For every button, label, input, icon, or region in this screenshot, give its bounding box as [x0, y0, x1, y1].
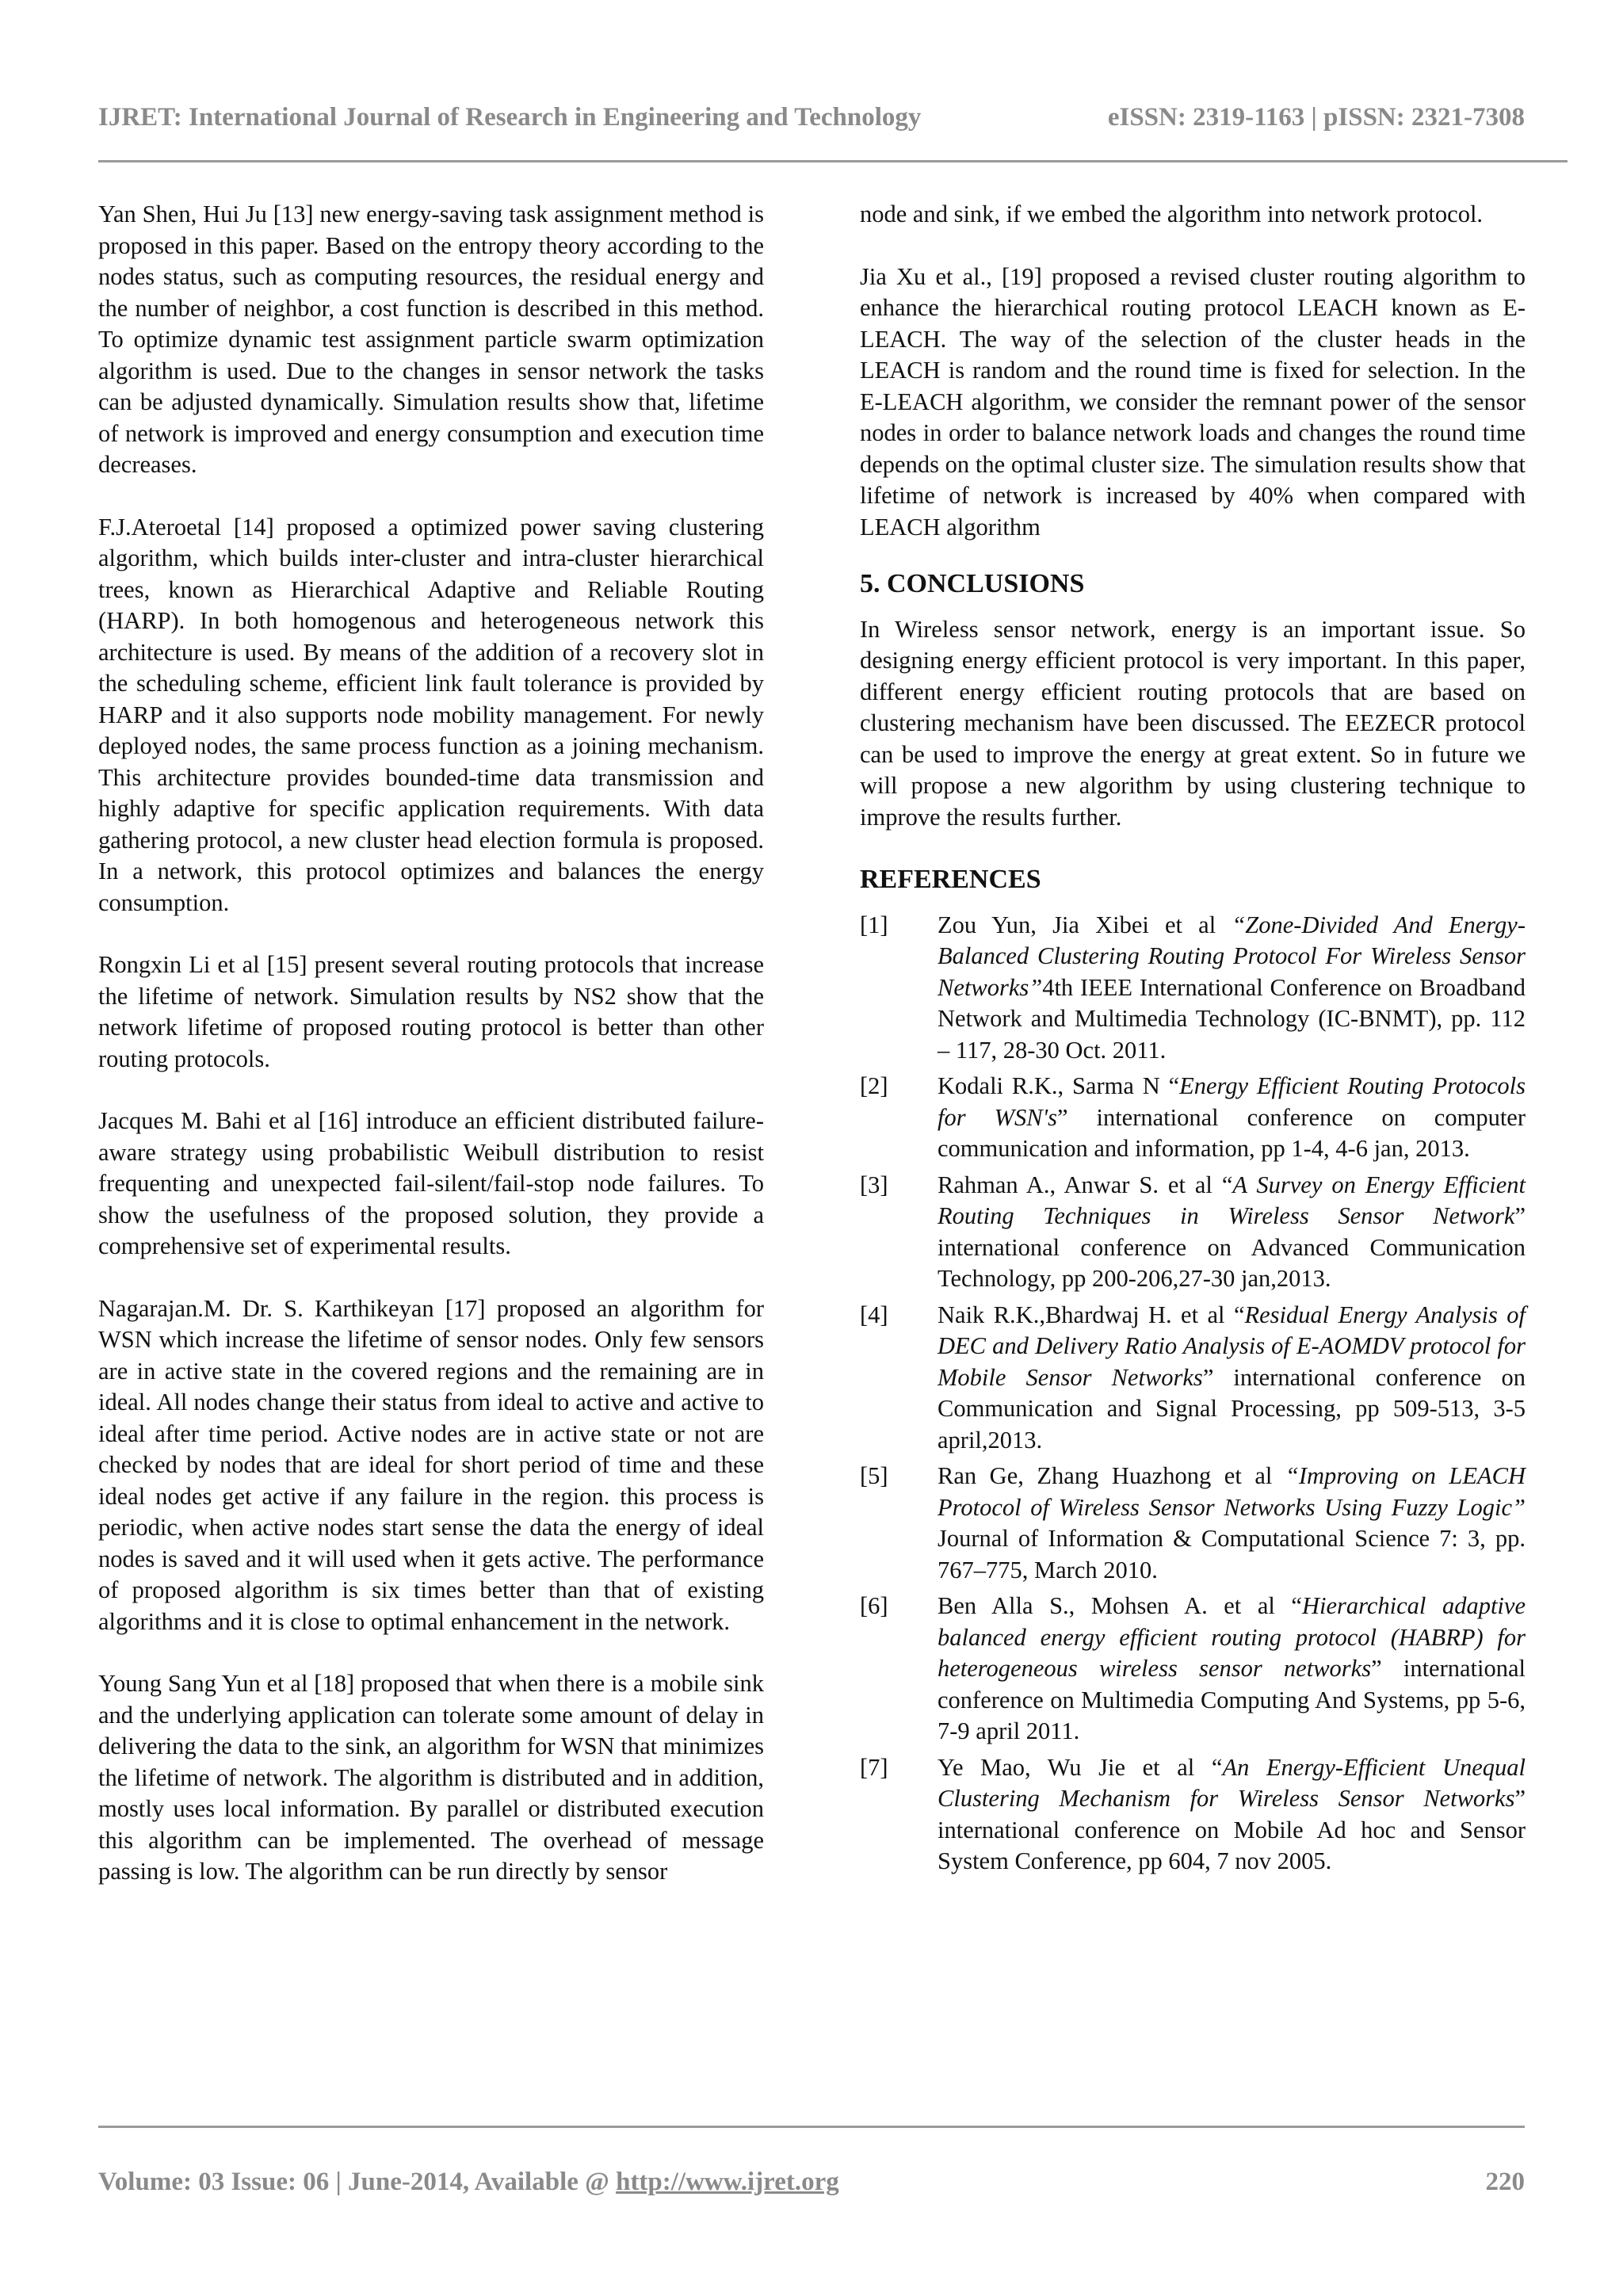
reference-details: ” international conference on Advanced Communication Technology, pp 200-206,27-30 jan,2013. — [938, 1202, 1526, 1292]
page-number: 220 — [1485, 2167, 1525, 2196]
reference-item — [860, 1752, 1526, 1878]
reference-authors: Kodali R.K., Sarma N “ — [938, 1072, 1180, 1099]
reference-title: Energy Efficient Routing Protocols for WSN's — [938, 1072, 1526, 1131]
reference-text — [938, 1461, 1526, 1586]
paragraph-ref-13: Yan Shen, Hui Ju [13] new energy-saving task assignment method is proposed in this paper. Based on the entropy theory according to the nodes status, such as computing resources, the residual energy and the number of neighbor, a cost function is described in this method. To optimize dynamic test assignment particle swarm optimization algorithm is used. Due to the changes in sensor network the tasks can be adjusted dynamically. Simulation results show that, lifetime of network is improved and energy consumption and execution time decreases. — [98, 201, 764, 478]
reference-number: [7] — [860, 1753, 888, 1781]
reference-authors: Rahman A., Anwar S. et al “ — [938, 1171, 1233, 1198]
reference-item — [860, 1170, 1526, 1295]
reference-text — [938, 1071, 1526, 1165]
journal-link[interactable]: http://www.ijret.org — [616, 2167, 839, 2196]
reference-item — [860, 1461, 1526, 1586]
volume-text: Volume: 03 Issue: 06 | June-2014, Available @ — [98, 2167, 617, 2196]
reference-details: ” international conference on Multimedia Computing And Systems, pp 5-6, 7-9 april 2011. — [938, 1655, 1526, 1744]
reference-title: Hierarchical adaptive balanced energy efficient routing protocol (HABRP) for heterogeneous wireless sensor networks — [938, 1592, 1526, 1682]
reference-details: 4th IEEE International Conference on Broadband Network and Multimedia Technology (IC-BNMT), pp. 112 – 117, 28-30 Oct. 2011. — [938, 973, 1526, 1064]
paragraph-ref-16: Jacques M. Bahi et al [16] introduce an efficient distributed failure-aware strategy using probabilistic Weibull distribution to resist frequenting and unexpected fail-silent/fail-stop node failures. To show the usefulness of the proposed solution, they provide a comprehensive set of experimental results. — [98, 1107, 764, 1259]
footer-divider — [98, 2126, 1525, 2128]
reference-authors: Zou Yun, Jia Xibei et al — [938, 911, 1232, 938]
paragraph-continuation: node and sink, if we embed the algorithm into network protocol. — [860, 201, 1484, 227]
reference-number: [6] — [860, 1592, 888, 1619]
reference-number: [3] — [860, 1171, 888, 1198]
reference-title: An Energy-Efficient Unequal Clustering Mechanism for Wireless Sensor Networks — [938, 1753, 1526, 1812]
reference-text — [938, 910, 1526, 1067]
reference-authors: Ye Mao, Wu Jie et al “ — [938, 1753, 1223, 1781]
reference-details: ” international conference on Communication and Signal Processing, pp 509-513, 3-5 april,2013. — [938, 1363, 1526, 1454]
conclusions-heading: 5. CONCLUSIONS — [860, 569, 1085, 598]
conclusions-text: In Wireless sensor network, energy is an important issue. So designing energy efficient protocol is very important. In this paper, different energy efficient routing protocols that are based on clustering mechanism have been discussed. The EEZECR protocol can be used to improve the energy at great extent. So in future we will propose a new algorithm by using clustering technique to improve the results further. — [860, 615, 1526, 831]
reference-item — [860, 1071, 1526, 1165]
reference-text — [938, 1170, 1526, 1295]
reference-authors: Naik R.K.,Bhardwaj H. et al “ — [938, 1301, 1245, 1328]
reference-number: [2] — [860, 1072, 888, 1099]
reference-details: ” international conference on computer communication and information, pp 1-4, 4-6 jan, 2013. — [938, 1103, 1526, 1162]
paragraph-ref-19: Jia Xu et al., [19] proposed a revised cluster routing algorithm to enhance the hierarchical routing protocol LEACH known as E-LEACH. The way of the selection of the cluster heads in the LEACH is random and the round time is fixed for selection. In the E-LEACH algorithm, we consider the remnant power of the sensor nodes in order to balance network loads and changes the round time depends on the optimal cluster size. The simulation results show that lifetime of network is increased by 40% when compared with LEACH algorithm — [860, 262, 1526, 541]
volume-info — [98, 2168, 839, 2197]
running-footer — [98, 2162, 1525, 2202]
reference-list — [860, 910, 1526, 1878]
reference-text — [938, 1752, 1526, 1878]
reference-item — [860, 1300, 1526, 1457]
reference-item — [860, 910, 1526, 1067]
reference-number: [4] — [860, 1301, 888, 1328]
reference-authors: Ran Ge, Zhang Huazhong et al — [938, 1462, 1285, 1489]
left-column — [98, 199, 764, 1919]
paragraph-ref-17: Nagarajan.M. Dr. S. Karthikeyan [17] proposed an algorithm for WSN which increase the lifetime of sensor nodes. Only few sensors are in active state in the covered regions and the remaining are in ideal. All nodes change their status from ideal to active and active to ideal after time period. Active nodes are in active state or not are checked by nodes that are ideal for short period of time and these ideal nodes get active if any failure in the region. this process is periodic, when active nodes start sense the data the energy of ideal nodes is saved and it will used when it gets active. The performance of proposed algorithm is six times better than that of existing algorithms and it is close to optimal enhancement in the network. — [98, 1294, 764, 1635]
reference-title: Residual Energy Analysis of DEC and Delivery Ratio Analysis of E-AOMDV protocol for Mobile Sensor Networks — [938, 1301, 1526, 1391]
reference-text — [938, 1591, 1526, 1748]
reference-title: “Improving on LEACH Protocol of Wireless Sensor Networks Using Fuzzy Logic” — [938, 1462, 1526, 1521]
reference-title: A Survey on Energy Efficient Routing Techniques in Wireless Sensor Network — [938, 1171, 1526, 1229]
right-column — [860, 199, 1526, 1882]
header-divider — [98, 160, 1568, 162]
reference-number: [1] — [860, 911, 888, 938]
reference-title: “Zone-Divided And Energy-Balanced Clustering Routing Protocol For Wireless Sensor Networks” — [938, 911, 1526, 1001]
reference-details: ” international conference on Mobile Ad hoc and Sensor System Conference, pp 604, 7 nov 2005. — [938, 1785, 1526, 1874]
paragraph-ref-14: F.J.Ateroetal [14] proposed a optimized power saving clustering algorithm, which builds inter-cluster and intra-cluster hierarchical trees, known as Hierarchical Adaptive and Reliable Routing (HARP). In both homogenous and heterogeneous network this architecture is used. By means of the addition of a recovery slot in the scheduling scheme, efficient link fault tolerance is provided by HARP and it also supports node mobility management. For newly deployed nodes, the same process function as a joining mechanism. This architecture provides bounded-time data transmission and highly adaptive for specific application requirements. With data gathering protocol, a new cluster head election formula is proposed. In a network, this protocol optimizes and balances the energy consumption. — [98, 513, 764, 916]
reference-item — [860, 1591, 1526, 1748]
paragraph-ref-15: Rongxin Li et al [15] present several routing protocols that increase the lifetime of network. Simulation results by NS2 show that the network lifetime of proposed routing protocol is better than other routing protocols. — [98, 951, 764, 1072]
reference-authors: Ben Alla S., Mohsen A. et al “ — [938, 1592, 1302, 1619]
references-heading: REFERENCES — [860, 865, 1041, 894]
reference-details: Journal of Information & Computational Science 7: 3, pp. 767–775, March 2010. — [938, 1525, 1526, 1584]
paragraph-ref-18: Young Sang Yun et al [18] proposed that when there is a mobile sink and the underlying application can tolerate some amount of delay in delivering the data to the sink, an algorithm for WSN that minimizes the lifetime of network. The algorithm is distributed and in addition, mostly uses local information. By parallel or distributed execution this algorithm can be implemented. The overhead of message passing is low. The algorithm can be run directly by sensor — [98, 1670, 764, 1885]
journal-title: IJRET: International Journal of Research in Engineering and Technology — [98, 102, 922, 132]
reference-number: [5] — [860, 1462, 888, 1489]
running-header — [98, 94, 1525, 141]
reference-text — [938, 1300, 1526, 1457]
issn-info: eISSN: 2319-1163 | pISSN: 2321-7308 — [1107, 102, 1525, 132]
